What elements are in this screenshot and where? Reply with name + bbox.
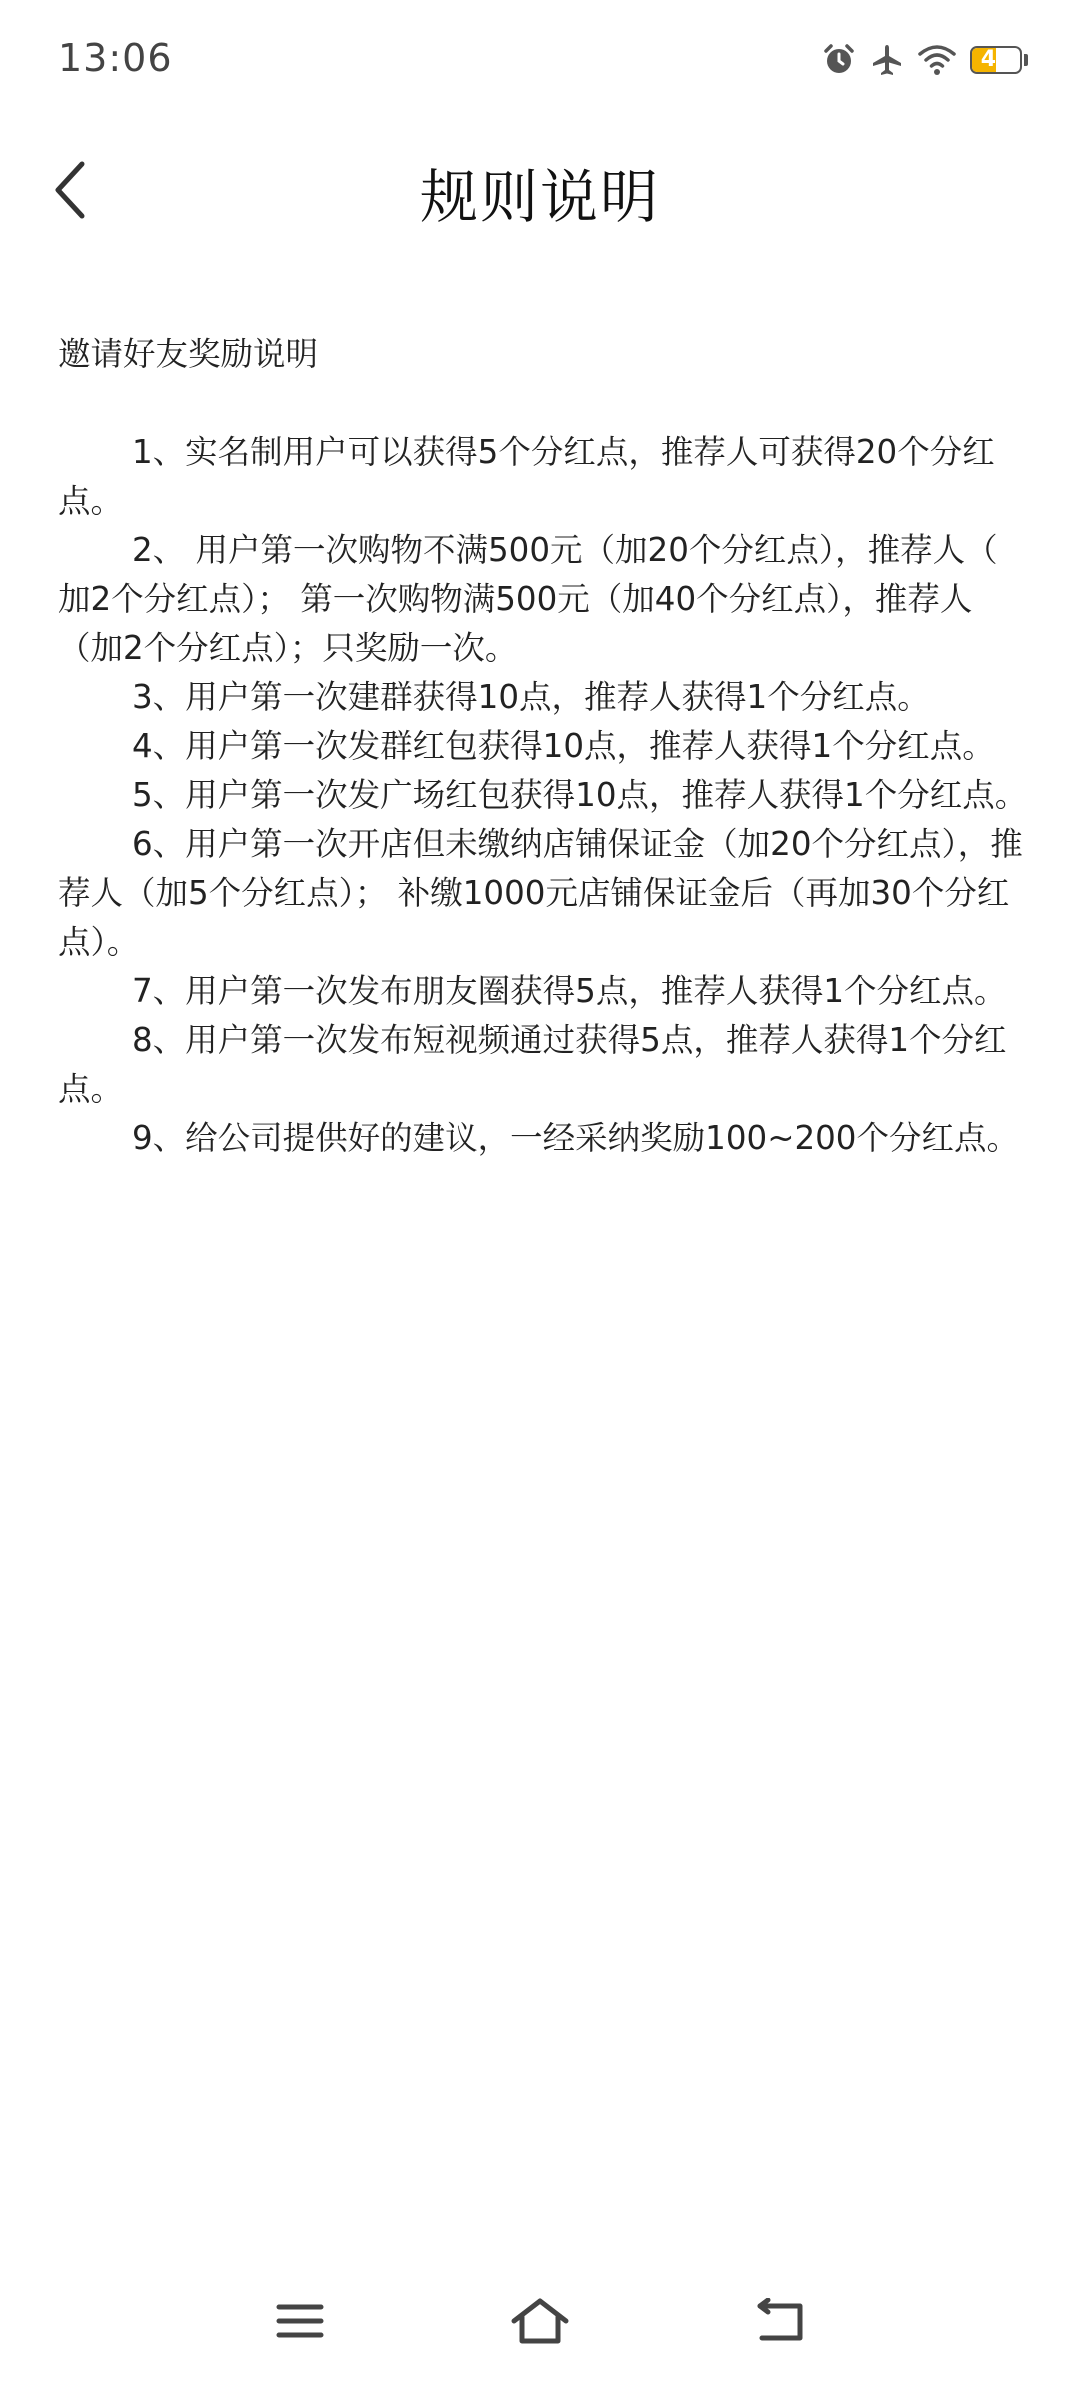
battery-percentage: 49 — [980, 47, 1012, 72]
rule-item: 9、给公司提供好的建议，一经采纳奖励100~200个分红点。 — [132, 1119, 1019, 1157]
rule-item: 6、用户第一次开店但未缴纳店铺保证金（加20个分红点），推荐人（加5个分红点）； 补缴1000元店铺保证金后（再加30个分红点）。 — [58, 825, 1023, 961]
home-icon — [510, 2297, 570, 2349]
rule-item: 7、用户第一次发布朋友圈获得5点，推荐人获得1个分红点。 — [132, 972, 1007, 1010]
back-nav-button[interactable] — [730, 2278, 830, 2368]
status-bar — [0, 0, 1080, 120]
airplane-icon — [870, 43, 904, 77]
status-icons — [822, 40, 1028, 80]
rule-item: 3、用户第一次建群获得10点，推荐人获得1个分红点。 — [132, 678, 930, 716]
header — [0, 120, 1080, 260]
rule-item: 4、用户第一次发群红包获得10点，推荐人获得1个分红点。 — [132, 727, 995, 765]
rule-item: 1、实名制用户可以获得5个分红点，推荐人可获得20个分红点。 — [58, 433, 995, 520]
menu-icon — [275, 2301, 325, 2345]
system-nav-bar — [0, 2258, 1080, 2388]
menu-button[interactable] — [250, 2278, 350, 2368]
status-time: 13:06 — [58, 36, 173, 80]
rule-item: 5、用户第一次发广场红包获得10点，推荐人获得1个分红点。 — [132, 776, 1028, 814]
section-title: 邀请好友奖励说明 — [58, 335, 319, 373]
page-title: 规则说明 — [419, 163, 660, 231]
rules-content — [58, 330, 1028, 1163]
back-icon — [754, 2298, 806, 2348]
home-button[interactable] — [490, 2278, 590, 2368]
rule-item: 2、 用户第一次购物不满500元（加20个分红点），推荐人（ 加2个分红点）； 第一次购物满500元（加40个分红点），推荐人（加2个分红点）；只奖励一次。 — [58, 531, 998, 667]
alarm-icon — [822, 43, 856, 77]
battery-icon — [970, 46, 1022, 74]
battery-nub — [1024, 54, 1028, 66]
wifi-icon — [918, 44, 956, 76]
rule-item: 8、用户第一次发布短视频通过获得5点，推荐人获得1个分红点。 — [58, 1021, 1007, 1108]
